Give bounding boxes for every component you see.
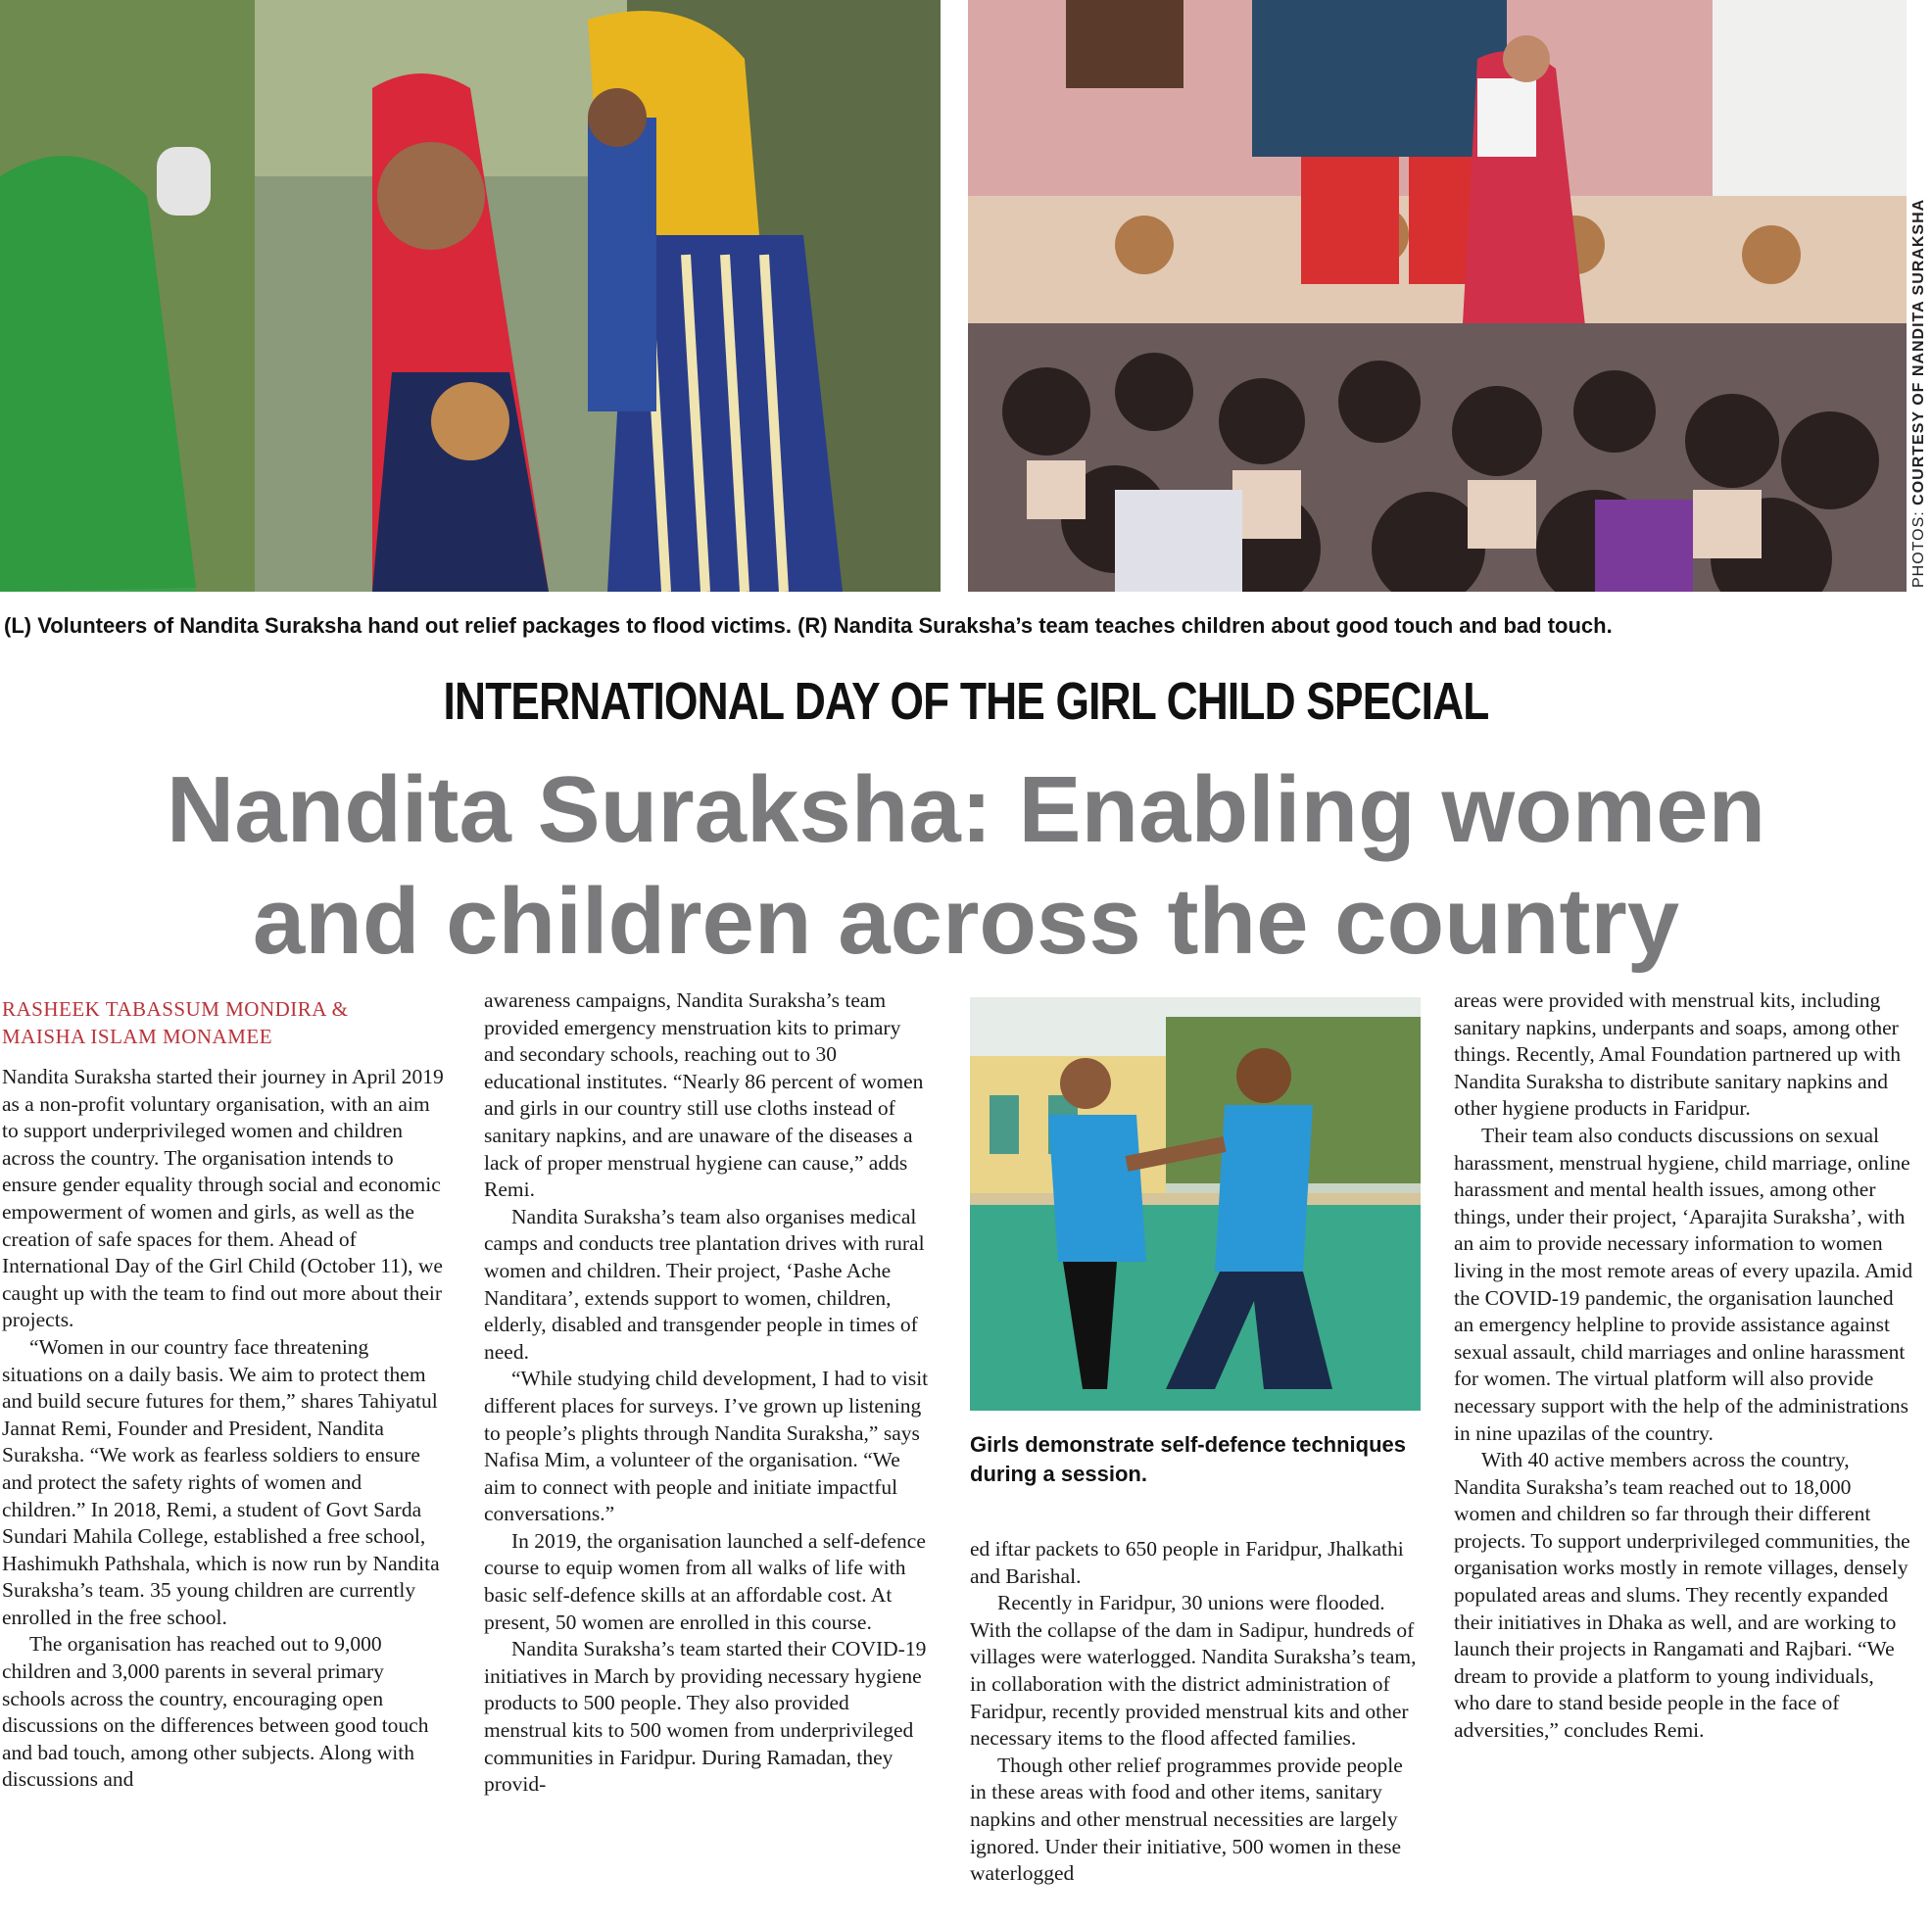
article-column-2 [484, 987, 935, 1799]
top-photo-caption: (L) Volunteers of Nandita Suraksha hand out relief packages to flood victims. (R) Nandita Suraksha’s team teaches children about good touch and bad touch. [4, 613, 1613, 638]
paragraph: Though other relief programmes provide people in these areas with food and other items, sanitary napkins and other menstrual necessities are largely ignored. Under their initiative, 500 women in these waterlogged [970, 1753, 1403, 1886]
paragraph: areas were provided with menstrual kits, including sanitary napkins, underpants and soaps, among other things. Recently, Amal Foundation partnered up with Nandita Suraksha to distribute sanitary napkins and other hygiene products in Faridpur. [1454, 988, 1902, 1121]
paragraph: The organisation has reached out to 9,000 children and 3,000 parents in several primary schools across the country, encouraging open discussions on the differences between good touch and bad touch, among other subjects. Along with discussions and [2, 1632, 429, 1792]
paragraph: “Women in our country face threatening situations on a daily basis. We aim to protect them and build secure futures for them,” shares Tahiyatul Jannat Remi, Founder and President, Nandita Suraksha. “We work as fearless soldiers to ensure and protect the safety rights of women and children.” In 2018, Remi, a student of Govt Sarda Sundari Mahila College, established a free school, Hashimukh Pathshala, which is now run by Nandita Suraksha’s team. 35 young children are currently enrolled in the free school. [2, 1334, 440, 1629]
paragraph: ed iftar packets to 650 people in Faridpur, Jhalkathi and Barishal. [970, 1537, 1404, 1588]
paragraph: With 40 active members across the country, Nandita Suraksha’s team reached out to 18,000 women and children so far through their different projects. To support underprivileged communities, the organisation works mostly in remote villages, densely populated areas and slums. They recently expanded their initiatives in Dhaka as well, and are working to launch their projects in Rangamati and Rajbari. “We dream to provide a platform to young individuals, who dare to stand beside people in the face of adversities,” concludes Remi. [1454, 1448, 1910, 1743]
byline [2, 995, 445, 1050]
article-column-3 [970, 1536, 1421, 1888]
paragraph: Their team also conducts discussions on sexual harassment, menstrual hygiene, child marriage, online harassment and mental health issues, among other things, under their project, ‘Aparajita Suraksha’, with an aim to provide necessary information to women living in the most remote areas of every upazila. Amid the COVID-19 pandemic, the organisation launched an emergency helpline to provide assistance against sexual assault, child marriages and online harassment for women. The virtual platform will also provide necessary support with the help of the administrations in nine upazilas of the country. [1454, 1123, 1913, 1445]
paragraph: Recently in Faridpur, 30 unions were flooded. With the collapse of the dam in Sadipur, hundreds of villages were waterlogged. Nandita Suraksha’s team, in collaboration with the district administration of Faridpur, recently provided menstrual kits and other necessary items to the flood affected families. [970, 1591, 1417, 1751]
photo-credit [1910, 199, 1928, 588]
classroom-photo [968, 0, 1907, 592]
paragraph: Nandita Suraksha started their journey in April 2019 as a non-profit voluntary organisation, with an aim to support underprivileged women and children across the country. The organisation intends to ensure gender equality through social and economic empowerment of women and girls, as well as the creation of safe spaces for them. Ahead of International Day of the Girl Child (October 11), we caught up with the team to find out more about their projects. [2, 1065, 444, 1332]
paragraph: “While studying child development, I had to visit different places for surveys. I’ve grown up listening to people’s plights through Nandita Suraksha,” says Nafisa Mim, a volunteer of the organisation. “We aim to connect with people and initiate impactful conversations.” [484, 1367, 929, 1526]
article-column-1 [2, 995, 445, 1794]
paragraph: In 2019, the organisation launched a self-defence course to equip women from all walks of life with basic self-defence skills at an affordable cost. At present, 50 women are enrolled in this course. [484, 1528, 926, 1634]
paragraph: awareness campaigns, Nandita Suraksha’s team provided emergency menstruation kits to primary and secondary schools, reaching out to 30 educational institutes. “Nearly 86 percent of women and girls in our country still use cloths instead of sanitary napkins, and are unaware of the diseases a lack of proper menstrual hygiene can cause,” adds Remi. [484, 988, 924, 1202]
photo-credit-prefix: PHOTOS: [1910, 505, 1927, 588]
paragraph: Nandita Suraksha’s team also organises medical camps and conducts tree plantation drives with rural women and children. Their project, ‘Pashe Ache Nanditara’, extends support to women, children, elderly, disabled and transgender people in times of need. [484, 1204, 925, 1364]
article-column-4 [1454, 987, 1914, 1745]
paragraph: Nandita Suraksha’s team started their COVID-19 initiatives in March by providing necessary hygiene products to 500 people. They also provided menstrual kits to 500 women from underprivileged communities in Faridpur. During Ramadan, they provid- [484, 1637, 927, 1797]
headline-line-1: Nandita Suraksha: Enabling women [166, 757, 1766, 862]
headline-line-2: and children across the country [252, 869, 1680, 974]
page-title [0, 754, 1932, 978]
center-photo-caption: Girls demonstrate self-defence techniques during a session. [970, 1432, 1407, 1486]
kicker-heading: INTERNATIONAL DAY OF THE GIRL CHILD SPECIAL [443, 672, 1489, 731]
photo-credit-name: COURTESY OF NANDITA SURAKSHA [1910, 198, 1927, 505]
self-defence-photo [970, 997, 1421, 1411]
byline-line-2: MAISHA ISLAM MONAMEE [2, 1025, 273, 1048]
byline-line-1: RASHEEK TABASSUM MONDIRA & [2, 997, 349, 1021]
relief-distribution-photo [0, 0, 941, 592]
